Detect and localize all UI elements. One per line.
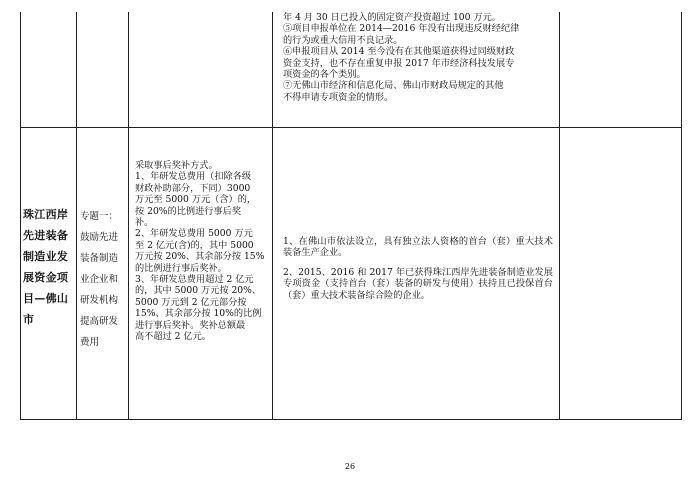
table-left-border [20,12,21,420]
support-method-line: 万元至 5000 万元（含）的， [135,194,257,206]
support-method-line: 5000 万元到 2 亿元部分按 [135,296,247,308]
support-method-line: 高不超过 2 亿元。 [135,331,211,343]
condition-line: 项资金的各个类别。 [283,69,366,81]
project-name-line: 先进装备 [23,229,69,242]
condition-line: 年 4 月 30 日已投入的固定资产投资超过 100 万元。 [283,12,501,23]
support-method-line: 补。 [135,217,154,229]
table-right-border [681,12,682,420]
project-name-line: 展资金项 [23,271,69,284]
page-number: 26 [344,462,356,471]
project-name-line: 制造业发 [23,250,69,263]
condition-paragraph: 2、2015、2016 和 2017 年已获得珠江西岸先进装备制造业发展专项资金（支持首台（套）装备的研发与使用）扶持且已投保首台（套）重大技术装备综合险的企业。 [283,266,553,301]
special-topic-line: 装备制造 [80,253,119,264]
support-method-line: 万元按 20%、其余部分按 15% [135,251,265,263]
special-topic-line: 业企业和 [80,274,119,285]
condition-line: ⑦无佛山市经济和信息化局、佛山市财政局规定的其他 [283,80,504,92]
special-topic-line: 鼓励先进 [80,232,119,243]
special-topic-line: 研发机构 [80,295,119,306]
support-method-line: 采取事后奖补方式。 [135,160,218,171]
support-method-line: 2、年研发总费用 5000 万元 [135,228,253,240]
project-name-line: 市 [23,313,35,326]
condition-line: 的行为或重大信用不良记录。 [283,34,403,46]
condition-line: ⑤项目申报单位在 2014—2016 年没有出现违反财经纪律 [283,23,520,35]
project-name-line: 珠江西岸 [23,208,69,221]
support-method-line: 进行事后奖补。奖补总额最 [135,319,246,331]
project-name-line: 目—佛山 [23,292,69,305]
special-topic-line: 提高研发 [80,316,119,327]
condition-paragraph: 1、在佛山市依法设立，具有独立法人资格的首台（套）重大技术装备生产企业。 [283,236,553,259]
support-method-line: 15%、其余部分按 10%的比例 [135,308,262,320]
condition-line: 资金支持，也不存在重复申报 2017 年市经济科技发展专 [283,57,515,69]
project-name-cell [23,204,77,330]
support-method-line: 至 2 亿元(含)的，其中 5000 [135,239,254,251]
column-divider [559,12,560,420]
support-method-cell [135,160,265,343]
support-method-line: 的，其中 5000 万元按 20%、 [135,285,262,297]
column-divider [272,12,273,420]
special-topic-line: 费用 [80,337,100,348]
conditions-cell [283,236,553,309]
condition-line: ⑥申报项目从 2014 至今没有在其他渠道获得过同级财政 [283,46,515,58]
table-bottom-border [20,419,682,420]
special-topic-line: 专题一： [80,211,119,222]
support-method-line: 按 20%的比例进行事后奖 [135,205,242,217]
support-method-line: 1、年研发总费用（扣除各级 [135,171,252,183]
row-divider [20,127,682,128]
support-method-line: 3、年研发总费用超过 2 亿元 [135,274,254,286]
special-topic-cell [80,206,128,353]
support-method-line: 财政补助部分，下同）3000 [135,182,251,194]
condition-line: 不得申请专项资金的情形。 [283,91,394,103]
continued-conditions-cell [283,12,553,103]
support-method-line: 的比例进行事后奖补。 [135,262,227,274]
column-divider [128,12,129,420]
